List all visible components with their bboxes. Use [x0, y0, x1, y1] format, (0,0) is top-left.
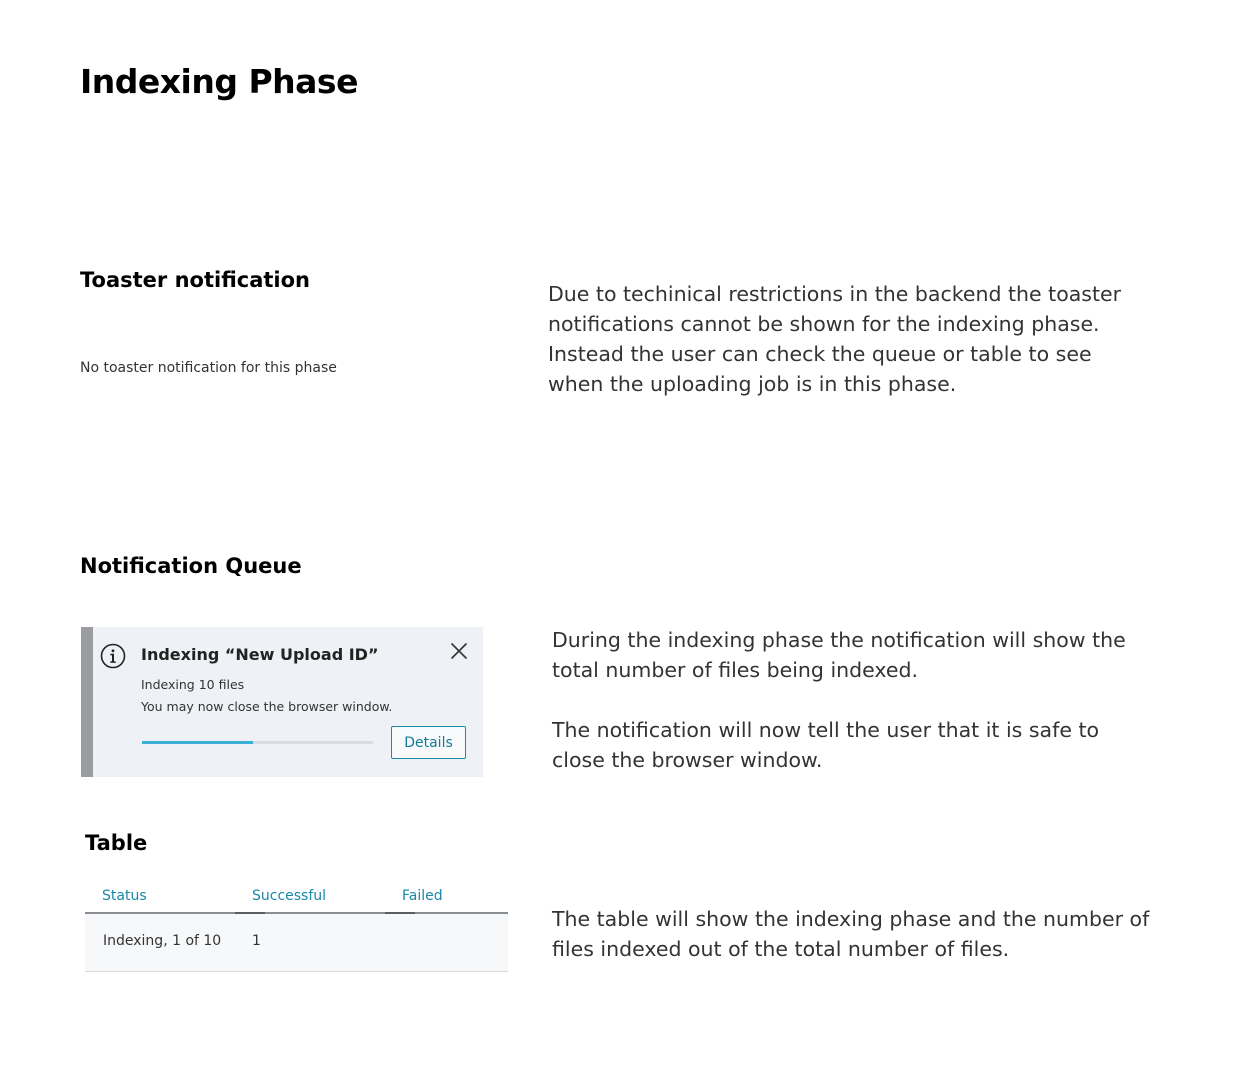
queue-description: [552, 625, 1152, 775]
notification-card: [81, 627, 483, 777]
column-divider: [385, 912, 415, 914]
cell-successful: 1: [252, 933, 261, 949]
column-divider: [235, 912, 265, 914]
column-header-status[interactable]: Status: [102, 888, 147, 904]
table-description: [552, 904, 1152, 964]
table-header: [85, 880, 508, 914]
table-row[interactable]: [85, 914, 508, 972]
jobs-table: [85, 880, 508, 972]
info-icon: [100, 643, 126, 669]
queue-heading: Notification Queue: [80, 554, 302, 578]
toaster-description: [548, 279, 1148, 399]
progress-fill: [142, 741, 253, 744]
close-icon[interactable]: [450, 642, 468, 660]
table-description-text: The table will show the indexing phase and the number of files indexed out of the total number of files.: [552, 907, 1150, 961]
page-title: Indexing Phase: [80, 62, 358, 101]
notification-title: Indexing “New Upload ID”: [141, 645, 379, 664]
queue-description-1: During the indexing phase the notification will show the total number of files being indexed.: [552, 628, 1126, 682]
notification-file-count: Indexing 10 files: [141, 677, 245, 692]
column-header-successful[interactable]: Successful: [252, 888, 327, 904]
queue-description-2: The notification will now tell the user that it is safe to close the browser window.: [552, 718, 1100, 772]
column-header-failed[interactable]: Failed: [402, 888, 443, 904]
progress-bar: [142, 741, 373, 744]
cell-status: Indexing, 1 of 10: [103, 933, 222, 949]
notification-close-message: You may now close the browser window.: [141, 699, 393, 714]
notification-status-bar: [81, 627, 93, 777]
toaster-heading: Toaster notification: [80, 268, 310, 292]
details-button[interactable]: Details: [391, 726, 466, 759]
toaster-note: No toaster notification for this phase: [80, 360, 337, 376]
table-heading: Table: [85, 831, 148, 855]
toaster-description-text: Due to techinical restrictions in the backend the toaster notifications cannot be shown for the indexing phase. Instead the user can check the queue or table to see when the uploading job is in this phase.: [548, 282, 1122, 396]
